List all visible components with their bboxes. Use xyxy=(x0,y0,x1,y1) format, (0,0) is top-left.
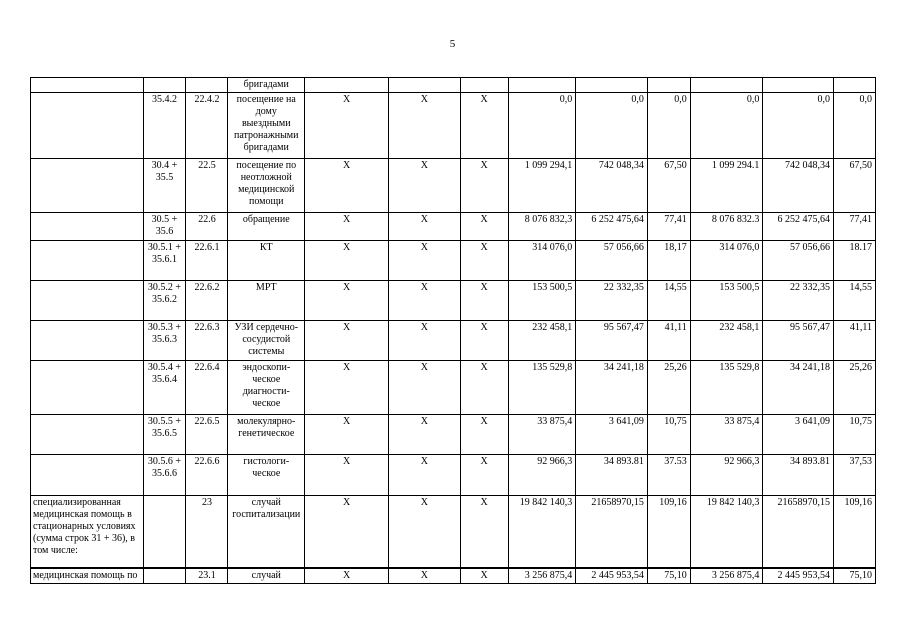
table-row xyxy=(31,78,876,93)
cell-col5: X xyxy=(305,496,389,568)
cell-col7: X xyxy=(460,361,508,415)
cell-col11: 33 875,4 xyxy=(690,415,763,455)
cell-col6: X xyxy=(389,496,461,568)
cell-col12: 34 893.81 xyxy=(763,455,834,496)
row-code-secondary: 22.5 xyxy=(186,159,228,213)
cell-col7: X xyxy=(460,281,508,321)
row-code-secondary: 22.6 xyxy=(186,213,228,241)
cell-col12: 95 567,47 xyxy=(763,321,834,361)
cell-col7: X xyxy=(460,568,508,584)
cell-col8: 153 500,5 xyxy=(508,281,576,321)
cell-col9: 95 567,47 xyxy=(576,321,648,361)
cell-col10: 77,41 xyxy=(647,213,690,241)
cell-col6: X xyxy=(389,321,461,361)
row-code-primary: 30.5 + 35.6 xyxy=(143,213,186,241)
row-unit: обращение xyxy=(228,213,305,241)
row-code-primary: 30.5.4 + 35.6.4 xyxy=(143,361,186,415)
cell-col13: 77,41 xyxy=(833,213,875,241)
cell-col13 xyxy=(833,78,875,93)
cell-col13: 10,75 xyxy=(833,415,875,455)
cell-col11 xyxy=(690,78,763,93)
cell-col12 xyxy=(763,78,834,93)
row-unit: УЗИ сердечно-сосудистой системы xyxy=(228,321,305,361)
cell-col8: 232 458,1 xyxy=(508,321,576,361)
cell-col11: 3 256 875,4 xyxy=(690,568,763,584)
row-unit: гистологи-ческое xyxy=(228,455,305,496)
row-unit: случай xyxy=(228,568,305,584)
row-code-secondary: 22.6.2 xyxy=(186,281,228,321)
row-code-primary xyxy=(143,78,186,93)
row-code-primary: 30.4 + 35.5 xyxy=(143,159,186,213)
cell-col11: 92 966,3 xyxy=(690,455,763,496)
cell-col7: X xyxy=(460,321,508,361)
cell-col12: 21658970,15 xyxy=(763,496,834,568)
row-unit: эндоскопи-ческое диагности-ческое xyxy=(228,361,305,415)
cell-col10: 0,0 xyxy=(647,93,690,159)
cell-col13: 67,50 xyxy=(833,159,875,213)
row-code-primary: 30.5.6 + 35.6.6 xyxy=(143,455,186,496)
table-row xyxy=(31,281,876,321)
cell-col9: 22 332,35 xyxy=(576,281,648,321)
cell-col8: 314 076,0 xyxy=(508,241,576,281)
cell-col12: 742 048,34 xyxy=(763,159,834,213)
cell-col10: 75,10 xyxy=(647,568,690,584)
cell-col6: X xyxy=(389,213,461,241)
cell-col11: 1 099 294.1 xyxy=(690,159,763,213)
cell-col7: X xyxy=(460,455,508,496)
row-code-primary: 30.5.1 + 35.6.1 xyxy=(143,241,186,281)
table-row xyxy=(31,321,876,361)
cell-col8: 8 076 832,3 xyxy=(508,213,576,241)
cell-col12: 22 332,35 xyxy=(763,281,834,321)
cell-col10: 37.53 xyxy=(647,455,690,496)
cell-col10: 109,16 xyxy=(647,496,690,568)
cell-col5: X xyxy=(305,241,389,281)
row-unit: МРТ xyxy=(228,281,305,321)
cell-col12: 3 641,09 xyxy=(763,415,834,455)
cell-col6: X xyxy=(389,361,461,415)
cell-col7: X xyxy=(460,213,508,241)
row-name: специализированная медицинская помощь в стационарных условиях (сумма строк 31 + 36), в том числе: xyxy=(31,496,144,568)
cell-col11: 0,0 xyxy=(690,93,763,159)
row-unit: бригадами xyxy=(228,78,305,93)
row-code-secondary: 22.6.5 xyxy=(186,415,228,455)
cell-col5: X xyxy=(305,568,389,584)
cell-col7: X xyxy=(460,93,508,159)
cell-col11: 153 500,5 xyxy=(690,281,763,321)
row-name xyxy=(31,415,144,455)
cell-col9: 34 241,18 xyxy=(576,361,648,415)
cell-col6: X xyxy=(389,415,461,455)
cell-col9: 3 641,09 xyxy=(576,415,648,455)
cell-col6: X xyxy=(389,568,461,584)
cell-col7: X xyxy=(460,415,508,455)
cell-col9: 6 252 475,64 xyxy=(576,213,648,241)
cell-col8: 33 875,4 xyxy=(508,415,576,455)
row-name: медицинская помощь по xyxy=(31,568,144,584)
table-row xyxy=(31,361,876,415)
table-row xyxy=(31,496,876,568)
table-row xyxy=(31,455,876,496)
cell-col5: X xyxy=(305,321,389,361)
cell-col9: 57 056,66 xyxy=(576,241,648,281)
cell-col13: 109,16 xyxy=(833,496,875,568)
cell-col9 xyxy=(576,78,648,93)
cell-col13: 0,0 xyxy=(833,93,875,159)
cell-col11: 135 529,8 xyxy=(690,361,763,415)
row-code-secondary: 23 xyxy=(186,496,228,568)
cell-col9: 742 048,34 xyxy=(576,159,648,213)
cell-col8: 1 099 294,1 xyxy=(508,159,576,213)
table-row xyxy=(31,93,876,159)
cell-col6: X xyxy=(389,159,461,213)
cell-col9: 34 893.81 xyxy=(576,455,648,496)
row-unit: посещение по неотложной медицинской помощи xyxy=(228,159,305,213)
cell-col12: 6 252 475,64 xyxy=(763,213,834,241)
row-code-primary: 30.5.5 + 35.6.5 xyxy=(143,415,186,455)
cell-col10: 41,11 xyxy=(647,321,690,361)
row-unit: молекулярно-генетическое xyxy=(228,415,305,455)
row-name xyxy=(31,281,144,321)
cell-col5: X xyxy=(305,213,389,241)
cell-col8: 135 529,8 xyxy=(508,361,576,415)
row-code-secondary xyxy=(186,78,228,93)
cell-col11: 8 076 832.3 xyxy=(690,213,763,241)
table-row xyxy=(31,159,876,213)
page-number: 5 xyxy=(449,38,456,50)
row-name xyxy=(31,78,144,93)
cell-col5: X xyxy=(305,361,389,415)
row-code-primary xyxy=(143,568,186,584)
row-code-primary: 30.5.2 + 35.6.2 xyxy=(143,281,186,321)
cell-col13: 18.17 xyxy=(833,241,875,281)
row-unit: случай госпитализации xyxy=(228,496,305,568)
data-table xyxy=(30,77,876,584)
cell-col12: 2 445 953,54 xyxy=(763,568,834,584)
row-name xyxy=(31,455,144,496)
cell-col10: 10,75 xyxy=(647,415,690,455)
cell-col6 xyxy=(389,78,461,93)
cell-col8: 92 966,3 xyxy=(508,455,576,496)
cell-col13: 37,53 xyxy=(833,455,875,496)
row-code-secondary: 22.6.1 xyxy=(186,241,228,281)
cell-col13: 41,11 xyxy=(833,321,875,361)
cell-col5: X xyxy=(305,159,389,213)
cell-col12: 34 241,18 xyxy=(763,361,834,415)
cell-col5: X xyxy=(305,415,389,455)
cell-col10: 14,55 xyxy=(647,281,690,321)
row-name xyxy=(31,361,144,415)
cell-col5 xyxy=(305,78,389,93)
cell-col6: X xyxy=(389,455,461,496)
row-name xyxy=(31,93,144,159)
table-row xyxy=(31,241,876,281)
cell-col7: X xyxy=(460,159,508,213)
cell-col8: 3 256 875,4 xyxy=(508,568,576,584)
row-code-primary: 35.4.2 xyxy=(143,93,186,159)
cell-col8 xyxy=(508,78,576,93)
cell-col8: 19 842 140,3 xyxy=(508,496,576,568)
cell-col6: X xyxy=(389,93,461,159)
table-row xyxy=(31,568,876,584)
cell-col5: X xyxy=(305,281,389,321)
cell-col12: 57 056,66 xyxy=(763,241,834,281)
table-row xyxy=(31,213,876,241)
cell-col6: X xyxy=(389,241,461,281)
row-code-secondary: 23.1 xyxy=(186,568,228,584)
row-name xyxy=(31,159,144,213)
row-name xyxy=(31,241,144,281)
row-name xyxy=(31,213,144,241)
row-code-secondary: 22.6.4 xyxy=(186,361,228,415)
table-body xyxy=(31,78,876,584)
cell-col10: 25,26 xyxy=(647,361,690,415)
row-code-primary: 30.5.3 + 35.6.3 xyxy=(143,321,186,361)
cell-col7: X xyxy=(460,496,508,568)
cell-col10 xyxy=(647,78,690,93)
cell-col10: 67,50 xyxy=(647,159,690,213)
cell-col11: 314 076,0 xyxy=(690,241,763,281)
row-code-secondary: 22.6.3 xyxy=(186,321,228,361)
row-code-primary xyxy=(143,496,186,568)
row-unit: посещение на дому выездными патронажными бригадами xyxy=(228,93,305,159)
table-row xyxy=(31,415,876,455)
cell-col9: 0,0 xyxy=(576,93,648,159)
cell-col5: X xyxy=(305,455,389,496)
cell-col6: X xyxy=(389,281,461,321)
cell-col9: 2 445 953,54 xyxy=(576,568,648,584)
row-code-secondary: 22.6.6 xyxy=(186,455,228,496)
cell-col13: 25,26 xyxy=(833,361,875,415)
cell-col12: 0,0 xyxy=(763,93,834,159)
row-unit: КТ xyxy=(228,241,305,281)
cell-col5: X xyxy=(305,93,389,159)
cell-col11: 232 458,1 xyxy=(690,321,763,361)
cell-col13: 14,55 xyxy=(833,281,875,321)
cell-col7: X xyxy=(460,241,508,281)
cell-col7 xyxy=(460,78,508,93)
row-name xyxy=(31,321,144,361)
cell-col13: 75,10 xyxy=(833,568,875,584)
row-code-secondary: 22.4.2 xyxy=(186,93,228,159)
cell-col9: 21658970,15 xyxy=(576,496,648,568)
cell-col10: 18,17 xyxy=(647,241,690,281)
cell-col8: 0,0 xyxy=(508,93,576,159)
cell-col11: 19 842 140,3 xyxy=(690,496,763,568)
